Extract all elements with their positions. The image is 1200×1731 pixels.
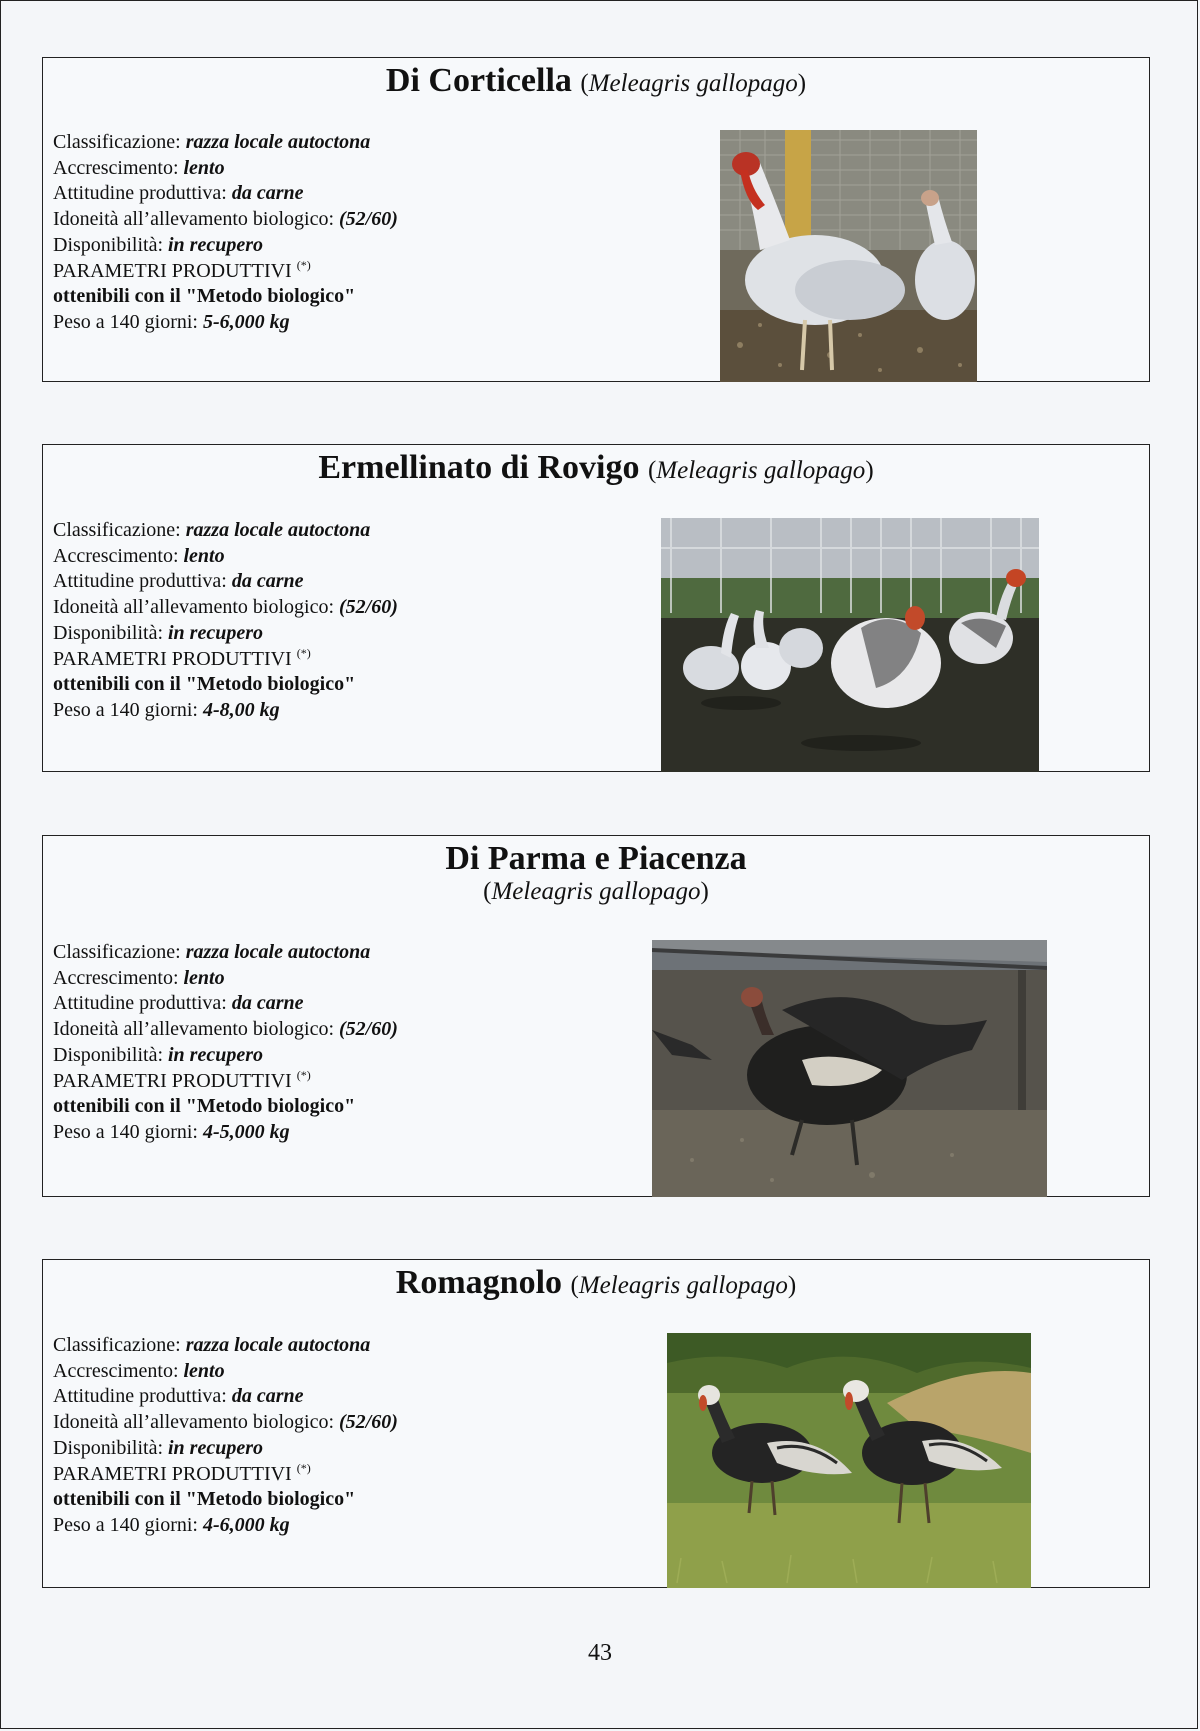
footnote-mark: (*) <box>296 1067 311 1082</box>
dark-turkey-under-shed-photo-icon <box>652 940 1047 1197</box>
peso-value: 5-6,000 kg <box>203 310 290 333</box>
metodo-line: ottenibili con il "Metodo biologico" <box>53 673 356 696</box>
breed-info: Classificazione: razza locale autoctona Accrescimento: lento Attitudine produttiva: da carne Idoneità all’allevamento biologico: (52/60) Disponibilità: in recupero PARAMETRI PRODUTTIVI (*) ottenibili con il "Metodo biologico" Peso a 140 giorni: 4-5,000 kg <box>53 941 398 1143</box>
idoneita-value: (52/60) <box>339 596 398 619</box>
breed-scientific-name: (Meleagris gallopago) <box>647 457 874 484</box>
breed-title <box>43 449 1149 487</box>
two-bronze-turkeys-photo-icon <box>667 1333 1031 1588</box>
idoneita-value: (52/60) <box>339 1411 398 1434</box>
metodo-line: ottenibili con il "Metodo biologico" <box>53 1095 356 1118</box>
breed-title <box>43 1264 1149 1302</box>
peso-value: 4-8,00 kg <box>203 698 280 721</box>
attitudine-value: da carne <box>231 1385 304 1408</box>
classificazione-value: razza locale autoctona <box>185 941 371 963</box>
footnote-mark: (*) <box>296 645 311 660</box>
classificazione-value: razza locale autoctona <box>185 1334 371 1356</box>
metodo-line: ottenibili con il "Metodo biologico" <box>53 285 356 308</box>
attitudine-value: da carne <box>231 992 304 1015</box>
breed-scientific-name: (Meleagris gallopago) <box>570 1272 797 1299</box>
breed-card-romagnolo <box>42 1259 1150 1588</box>
accrescimento-value: lento <box>183 1359 225 1382</box>
disponibilita-value: in recupero <box>168 621 263 644</box>
breed-name: Ermellinato di Rovigo <box>318 449 640 486</box>
breed-info: Classificazione: razza locale autoctona Accrescimento: lento Attitudine produttiva: da carne Idoneità all’allevamento biologico: (52/60) Disponibilità: in recupero PARAMETRI PRODUTTIVI (*) ottenibili con il "Metodo biologico" Peso a 140 giorni: 4-6,000 kg <box>53 1334 398 1536</box>
breed-title <box>43 62 1149 100</box>
accrescimento-value: lento <box>183 544 225 567</box>
attitudine-value: da carne <box>231 182 304 205</box>
breed-scientific-name: (Meleagris gallopago) <box>580 70 807 97</box>
breed-title <box>43 840 1149 878</box>
peso-value: 4-6,000 kg <box>203 1513 290 1536</box>
breed-name: Di Corticella <box>385 62 572 99</box>
breed-card-parma-e-piacenza <box>42 835 1150 1197</box>
disponibilita-value: in recupero <box>168 233 263 256</box>
metodo-line: ottenibili con il "Metodo biologico" <box>53 1488 356 1511</box>
classificazione-value: razza locale autoctona <box>185 131 371 153</box>
accrescimento-value: lento <box>183 966 225 989</box>
breed-scientific-name: (Meleagris gallopago) <box>483 878 709 905</box>
page-number: 43 <box>588 1640 612 1666</box>
footnote-mark: (*) <box>296 257 311 272</box>
footnote-mark: (*) <box>296 1460 311 1475</box>
breed-info: Classificazione: razza locale autoctona Accrescimento: lento Attitudine produttiva: da carne Idoneità all’allevamento biologico: (52/60) Disponibilità: in recupero PARAMETRI PRODUTTIVI (*) ottenibili con il "Metodo biologico" Peso a 140 giorni: 5-6,000 kg <box>53 131 398 333</box>
idoneita-value: (52/60) <box>339 208 398 231</box>
breed-card-corticella <box>42 57 1150 382</box>
classificazione-value: razza locale autoctona <box>185 519 371 541</box>
ermine-turkeys-flock-photo-icon <box>661 518 1039 772</box>
breed-card-ermellinato-di-rovigo <box>42 444 1150 772</box>
attitudine-value: da carne <box>231 570 304 593</box>
breed-info: Classificazione: razza locale autoctona Accrescimento: lento Attitudine produttiva: da carne Idoneità all’allevamento biologico: (52/60) Disponibilità: in recupero PARAMETRI PRODUTTIVI (*) ottenibili con il "Metodo biologico" Peso a 140 giorni: 4-8,00 kg <box>53 519 398 721</box>
peso-value: 4-5,000 kg <box>203 1120 290 1143</box>
disponibilita-value: in recupero <box>168 1043 263 1066</box>
white-turkeys-photo-icon <box>720 130 977 382</box>
idoneita-value: (52/60) <box>339 1018 398 1041</box>
breed-name: Romagnolo <box>395 1264 563 1301</box>
breed-name: Di Parma e Piacenza <box>445 840 747 877</box>
accrescimento-value: lento <box>183 156 225 179</box>
disponibilita-value: in recupero <box>168 1436 263 1459</box>
